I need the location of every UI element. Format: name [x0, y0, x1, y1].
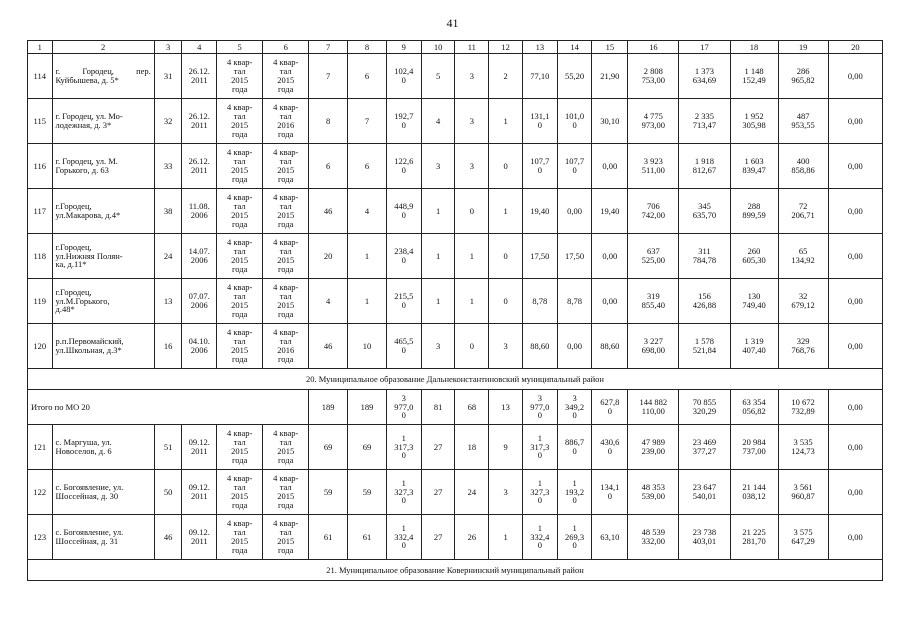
- table-cell: 23 647 540,01: [679, 470, 730, 515]
- table-cell: 0,00: [828, 234, 882, 279]
- table-cell: 26.12. 2011: [182, 144, 217, 189]
- table-cell: 8: [309, 99, 348, 144]
- table-cell: 14.07. 2006: [182, 234, 217, 279]
- table-cell: 114: [28, 54, 53, 99]
- column-number-cell: 15: [592, 41, 628, 54]
- table-cell: 637 525,00: [628, 234, 679, 279]
- column-number-row: [28, 41, 883, 54]
- table-cell: 1: [455, 234, 489, 279]
- table-row: [28, 99, 883, 144]
- address-cell: г. Городец, ул. М. Горького, д. 63: [52, 144, 154, 189]
- table-cell: 123: [28, 515, 53, 560]
- address-cell: г.Городец, ул.Макарова, д.4*: [52, 189, 154, 234]
- table-cell: 0,00: [828, 144, 882, 189]
- table-cell: 706 742,00: [628, 189, 679, 234]
- table-cell: 0,00: [828, 515, 882, 560]
- table-cell: 6: [348, 54, 387, 99]
- address-cell: г. Городец, пер. Куйбышева, д. 5*: [52, 54, 154, 99]
- table-cell: 260 605,30: [730, 234, 778, 279]
- table-cell: 2 808 753,00: [628, 54, 679, 99]
- table-cell: 3: [421, 144, 455, 189]
- table-cell: 3: [489, 470, 523, 515]
- table-cell: 55,20: [557, 54, 592, 99]
- table-cell: 17,50: [522, 234, 557, 279]
- column-number-cell: 16: [628, 41, 679, 54]
- table-cell: 17,50: [557, 234, 592, 279]
- page-number: 41: [446, 16, 459, 30]
- address-cell: г. Городец, ул. Мо- лодежная, д. 3*: [52, 99, 154, 144]
- section-heading: 20. Муниципальное образование Дальнеконстантиновский муниципальный район: [28, 369, 883, 390]
- table-row: [28, 470, 883, 515]
- table-cell: 2: [489, 54, 523, 99]
- table-cell: 46: [309, 189, 348, 234]
- table-cell: 487 953,55: [778, 99, 828, 144]
- table-cell: 48 539 332,00: [628, 515, 679, 560]
- table-cell: 4 квар- тал 2016 года: [263, 99, 309, 144]
- table-cell: 156 426,88: [679, 279, 730, 324]
- column-number-cell: 3: [154, 41, 182, 54]
- table-cell: 07.07. 2006: [182, 279, 217, 324]
- table-cell: 4 775 973,00: [628, 99, 679, 144]
- table-cell: 0: [489, 234, 523, 279]
- table-cell: 345 635,70: [679, 189, 730, 234]
- table-cell: 117: [28, 189, 53, 234]
- table-row: [28, 279, 883, 324]
- table-cell: 16: [154, 324, 182, 369]
- table-cell: 0,00: [557, 324, 592, 369]
- table-cell: 26.12. 2011: [182, 54, 217, 99]
- table-row: [28, 425, 883, 470]
- table-cell: 61: [309, 515, 348, 560]
- table-cell: 88,60: [592, 324, 628, 369]
- total-cell: 3 977,0 0: [522, 390, 557, 425]
- table-cell: 0,00: [828, 54, 882, 99]
- table-cell: 329 768,76: [778, 324, 828, 369]
- table-cell: 6: [348, 144, 387, 189]
- total-cell: 70 855 320,29: [679, 390, 730, 425]
- table-cell: 4 квар- тал 2015 года: [263, 189, 309, 234]
- table-cell: 0,00: [592, 279, 628, 324]
- table-row: [28, 54, 883, 99]
- table-cell: 286 965,82: [778, 54, 828, 99]
- table-cell: 04.10. 2006: [182, 324, 217, 369]
- table-cell: 1: [489, 515, 523, 560]
- table-cell: 4 квар- тал 2015 года: [263, 470, 309, 515]
- column-number-cell: 9: [386, 41, 421, 54]
- table-cell: 215,5 0: [386, 279, 421, 324]
- table-cell: 0: [489, 144, 523, 189]
- table-cell: 5: [421, 54, 455, 99]
- total-cell: 3 349,2 0: [557, 390, 592, 425]
- table-cell: 1: [421, 234, 455, 279]
- table-cell: 20: [309, 234, 348, 279]
- table-cell: 0,00: [828, 425, 882, 470]
- table-cell: 400 858,86: [778, 144, 828, 189]
- table-cell: 8,78: [557, 279, 592, 324]
- table-row: [28, 234, 883, 279]
- table-cell: 1 332,4 0: [522, 515, 557, 560]
- table-cell: 24: [154, 234, 182, 279]
- table-cell: 192,7 0: [386, 99, 421, 144]
- section-heading: 21. Муниципальное образование Ковернинский муниципальный район: [28, 560, 883, 581]
- address-cell: г.Городец, ул.Нижняя Полян- ка, д.11*: [52, 234, 154, 279]
- total-cell: 68: [455, 390, 489, 425]
- table-cell: 3 535 124,73: [778, 425, 828, 470]
- table-cell: 1 317,3 0: [522, 425, 557, 470]
- table-cell: 8,78: [522, 279, 557, 324]
- table-row: [28, 189, 883, 234]
- address-cell: с. Маргуша, ул. Новоселов, д. 6: [52, 425, 154, 470]
- total-label: Итого по МО 20: [28, 390, 309, 425]
- table-cell: 4 квар- тал 2015 года: [263, 279, 309, 324]
- table-cell: 0,00: [557, 189, 592, 234]
- table-cell: 116: [28, 144, 53, 189]
- table-cell: 11.08. 2006: [182, 189, 217, 234]
- table-cell: 27: [421, 425, 455, 470]
- section-row: [28, 369, 883, 390]
- table-cell: 47 989 239,00: [628, 425, 679, 470]
- column-number-cell: 20: [828, 41, 882, 54]
- table-cell: 48 353 539,00: [628, 470, 679, 515]
- table-cell: 20 984 737,00: [730, 425, 778, 470]
- column-number-cell: 1: [28, 41, 53, 54]
- table-cell: 1 148 152,49: [730, 54, 778, 99]
- table-cell: 4 квар- тал 2015 года: [217, 470, 263, 515]
- table-cell: 0,00: [592, 234, 628, 279]
- table-cell: 09.12. 2011: [182, 515, 217, 560]
- table-row: [28, 144, 883, 189]
- table-cell: 1 373 634,69: [679, 54, 730, 99]
- table-cell: 107,7 0: [522, 144, 557, 189]
- table-cell: 238,4 0: [386, 234, 421, 279]
- table-cell: 7: [348, 99, 387, 144]
- table-cell: 33: [154, 144, 182, 189]
- total-cell: 81: [421, 390, 455, 425]
- table-cell: 120: [28, 324, 53, 369]
- table-cell: 72 206,71: [778, 189, 828, 234]
- table-cell: 4 квар- тал 2015 года: [217, 515, 263, 560]
- table-cell: 4: [348, 189, 387, 234]
- table-cell: 3 923 511,00: [628, 144, 679, 189]
- table-cell: 59: [309, 470, 348, 515]
- table-cell: 1 317,3 0: [386, 425, 421, 470]
- table-cell: 0,00: [828, 470, 882, 515]
- table-cell: 13: [154, 279, 182, 324]
- table-cell: 3: [455, 99, 489, 144]
- column-number-cell: 6: [263, 41, 309, 54]
- table-cell: 88,60: [522, 324, 557, 369]
- table-row: [28, 324, 883, 369]
- table-cell: 27: [421, 470, 455, 515]
- table-cell: 4 квар- тал 2015 года: [217, 189, 263, 234]
- table-cell: 1: [348, 279, 387, 324]
- table-cell: 69: [348, 425, 387, 470]
- address-cell: р.п.Первомайский, ул.Школьная, д.3*: [52, 324, 154, 369]
- table-cell: 18: [455, 425, 489, 470]
- table-cell: 30,10: [592, 99, 628, 144]
- table-cell: 1 193,2 0: [557, 470, 592, 515]
- table-cell: 21 144 038,12: [730, 470, 778, 515]
- column-number-cell: 8: [348, 41, 387, 54]
- table-cell: 430,6 0: [592, 425, 628, 470]
- table-cell: 1 332,4 0: [386, 515, 421, 560]
- total-cell: 10 672 732,89: [778, 390, 828, 425]
- table-cell: 21,90: [592, 54, 628, 99]
- table-cell: 122: [28, 470, 53, 515]
- table-cell: 886,7 0: [557, 425, 592, 470]
- column-number-cell: 14: [557, 41, 592, 54]
- table-cell: 61: [348, 515, 387, 560]
- table-cell: 4 квар- тал 2015 года: [263, 234, 309, 279]
- table-cell: 1 319 407,40: [730, 324, 778, 369]
- table-cell: 7: [309, 54, 348, 99]
- table-cell: 288 899,59: [730, 189, 778, 234]
- table-cell: 465,5 0: [386, 324, 421, 369]
- table-cell: 38: [154, 189, 182, 234]
- table-cell: 131,1 0: [522, 99, 557, 144]
- column-number-cell: 13: [522, 41, 557, 54]
- table-cell: 448,9 0: [386, 189, 421, 234]
- table-cell: 4: [421, 99, 455, 144]
- table-cell: 26.12. 2011: [182, 99, 217, 144]
- column-number-cell: 12: [489, 41, 523, 54]
- address-cell: г.Городец, ул.М.Горького, д.48*: [52, 279, 154, 324]
- table-cell: 24: [455, 470, 489, 515]
- column-number-cell: 17: [679, 41, 730, 54]
- table-cell: 1 269,3 0: [557, 515, 592, 560]
- table-cell: 0,00: [828, 324, 882, 369]
- table-cell: 1: [489, 99, 523, 144]
- table-cell: 4 квар- тал 2015 года: [217, 54, 263, 99]
- table-row: [28, 515, 883, 560]
- table-cell: 319 855,40: [628, 279, 679, 324]
- table-cell: 1 952 305,98: [730, 99, 778, 144]
- table-cell: 59: [348, 470, 387, 515]
- table-cell: 0,00: [592, 144, 628, 189]
- table-cell: 26: [455, 515, 489, 560]
- table-cell: 3: [455, 54, 489, 99]
- table-cell: 4 квар- тал 2015 года: [217, 279, 263, 324]
- table-cell: 134,1 0: [592, 470, 628, 515]
- table-cell: 19,40: [522, 189, 557, 234]
- table-cell: 19,40: [592, 189, 628, 234]
- table-cell: 0: [455, 189, 489, 234]
- table-cell: 51: [154, 425, 182, 470]
- column-number-cell: 4: [182, 41, 217, 54]
- table-cell: 09.12. 2011: [182, 425, 217, 470]
- total-cell: 63 354 056,82: [730, 390, 778, 425]
- table-cell: 4 квар- тал 2015 года: [263, 425, 309, 470]
- table-cell: 1 327,3 0: [522, 470, 557, 515]
- table-cell: 121: [28, 425, 53, 470]
- table-cell: 3: [421, 324, 455, 369]
- table-cell: 107,7 0: [557, 144, 592, 189]
- address-cell: с. Богоявление, ул. Шоссейная, д. 31: [52, 515, 154, 560]
- table-cell: 4 квар- тал 2015 года: [217, 99, 263, 144]
- address-cell: с. Богоявление, ул. Шоссейная, д. 30: [52, 470, 154, 515]
- column-number-cell: 2: [52, 41, 154, 54]
- table-cell: 63,10: [592, 515, 628, 560]
- column-number-cell: 11: [455, 41, 489, 54]
- table-cell: 50: [154, 470, 182, 515]
- table-cell: 3 575 647,29: [778, 515, 828, 560]
- table-cell: 31: [154, 54, 182, 99]
- table-cell: 4 квар- тал 2015 года: [217, 234, 263, 279]
- table-cell: 65 134,92: [778, 234, 828, 279]
- total-cell: 13: [489, 390, 523, 425]
- section-row: [28, 560, 883, 581]
- table-cell: 1 578 521,84: [679, 324, 730, 369]
- table-cell: 3: [489, 324, 523, 369]
- table-cell: 1: [455, 279, 489, 324]
- total-cell: 144 882 110,00: [628, 390, 679, 425]
- table-cell: 3 227 698,00: [628, 324, 679, 369]
- table-cell: 1: [348, 234, 387, 279]
- column-number-cell: 5: [217, 41, 263, 54]
- table-cell: 32: [154, 99, 182, 144]
- table-cell: 130 749,40: [730, 279, 778, 324]
- table-cell: 119: [28, 279, 53, 324]
- table-cell: 118: [28, 234, 53, 279]
- table-cell: 4 квар- тал 2015 года: [263, 515, 309, 560]
- total-row: [28, 390, 883, 425]
- table-cell: 3 561 960,87: [778, 470, 828, 515]
- total-cell: 189: [309, 390, 348, 425]
- table-cell: 2 335 713,47: [679, 99, 730, 144]
- table-cell: 77,10: [522, 54, 557, 99]
- table-cell: 10: [348, 324, 387, 369]
- column-number-cell: 7: [309, 41, 348, 54]
- table-cell: 4 квар- тал 2015 года: [263, 54, 309, 99]
- table-cell: 0,00: [828, 279, 882, 324]
- table-cell: 1 918 812,67: [679, 144, 730, 189]
- total-cell: 3 977,0 0: [386, 390, 421, 425]
- table-cell: 27: [421, 515, 455, 560]
- table-cell: 9: [489, 425, 523, 470]
- table-cell: 46: [309, 324, 348, 369]
- column-number-cell: 19: [778, 41, 828, 54]
- table-cell: 21 225 281,70: [730, 515, 778, 560]
- table-cell: 0: [455, 324, 489, 369]
- total-cell: 0,00: [828, 390, 882, 425]
- table-cell: 09.12. 2011: [182, 470, 217, 515]
- table-cell: 4 квар- тал 2015 года: [217, 425, 263, 470]
- total-cell: 189: [348, 390, 387, 425]
- table-cell: 115: [28, 99, 53, 144]
- table-cell: 101,0 0: [557, 99, 592, 144]
- table-cell: 0,00: [828, 189, 882, 234]
- table-cell: 3: [455, 144, 489, 189]
- table-cell: 102,4 0: [386, 54, 421, 99]
- table-cell: 4 квар- тал 2015 года: [263, 144, 309, 189]
- column-number-cell: 10: [421, 41, 455, 54]
- table-cell: 311 784,78: [679, 234, 730, 279]
- table-cell: 32 679,12: [778, 279, 828, 324]
- table-cell: 4: [309, 279, 348, 324]
- total-cell: 627,8 0: [592, 390, 628, 425]
- table-cell: 4 квар- тал 2015 года: [217, 324, 263, 369]
- column-number-cell: 18: [730, 41, 778, 54]
- table-cell: 1: [489, 189, 523, 234]
- table-cell: 69: [309, 425, 348, 470]
- table-cell: 122,6 0: [386, 144, 421, 189]
- table-cell: 0,00: [828, 99, 882, 144]
- table-cell: 1: [421, 189, 455, 234]
- table-cell: 4 квар- тал 2016 года: [263, 324, 309, 369]
- table-cell: 1: [421, 279, 455, 324]
- table-cell: 46: [154, 515, 182, 560]
- table-cell: 23 738 403,01: [679, 515, 730, 560]
- table-cell: 1 603 839,47: [730, 144, 778, 189]
- table-cell: 6: [309, 144, 348, 189]
- table-cell: 0: [489, 279, 523, 324]
- table-cell: 23 469 377,27: [679, 425, 730, 470]
- table-cell: 1 327,3 0: [386, 470, 421, 515]
- housing-program-table: [27, 40, 883, 581]
- table-cell: 4 квар- тал 2015 года: [217, 144, 263, 189]
